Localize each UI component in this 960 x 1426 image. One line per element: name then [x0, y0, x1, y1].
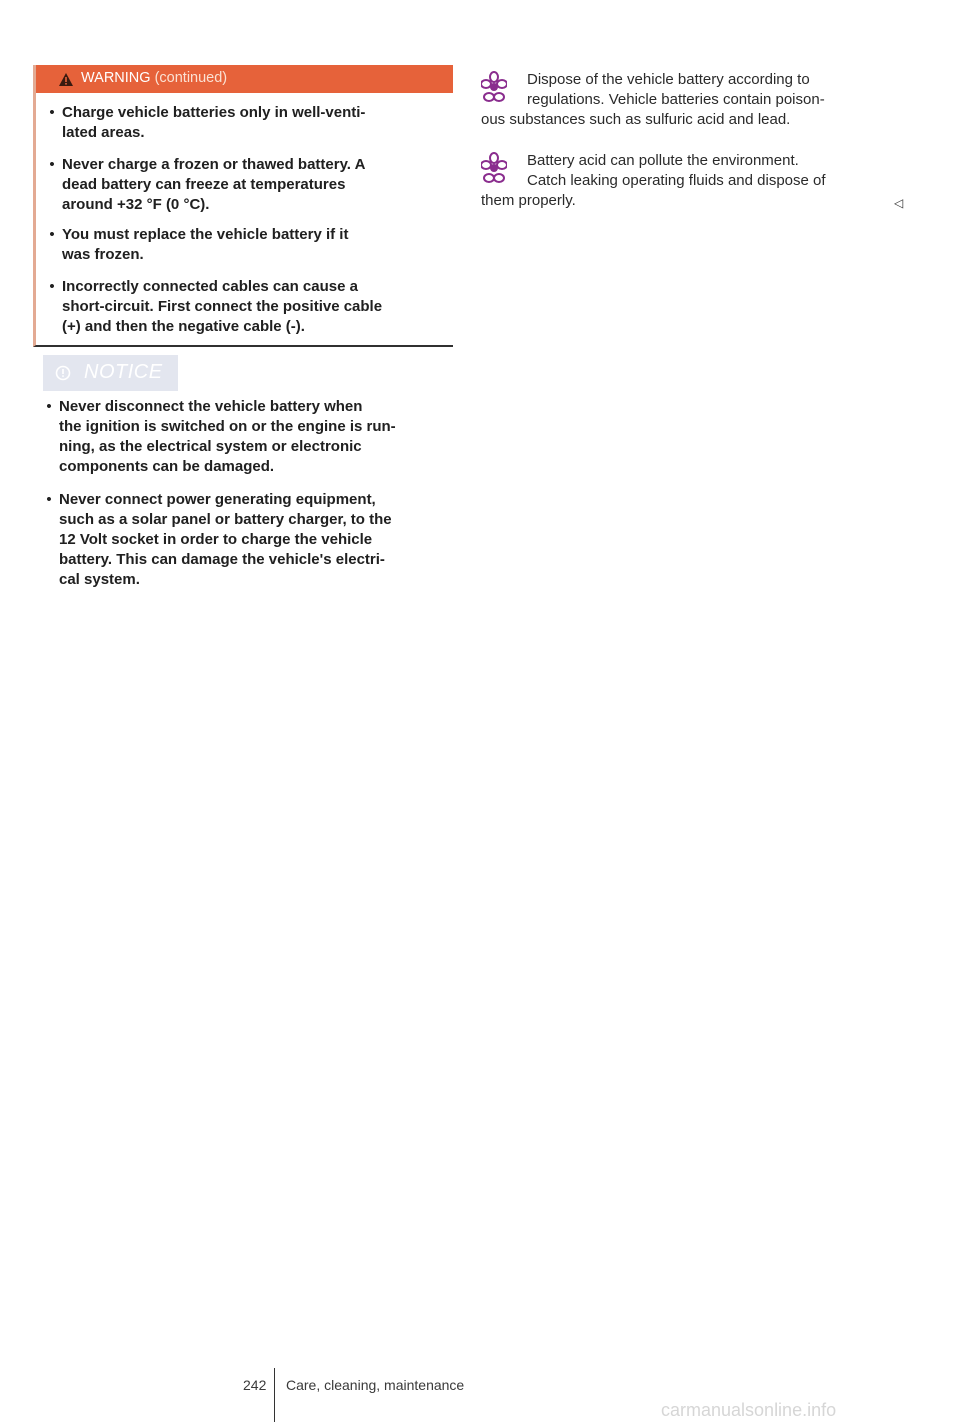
- bullet-dot: •: [46, 398, 52, 415]
- watermark: carmanualsonline.info: [661, 1400, 837, 1420]
- section-end-marker: ◁: [894, 196, 904, 210]
- bullet-dot: •: [49, 104, 55, 121]
- footer-divider: [274, 1368, 275, 1422]
- bullet-dot: •: [49, 278, 55, 295]
- warning-item: • Never charge a frozen or thawed battery. A dead battery can freeze at temperatures around +32 °F (0 °C).: [62, 155, 452, 215]
- flower-environment-icon: [481, 151, 507, 187]
- environment-note: Battery acid can pollute the environment. Catch leaking operating fluids and dispose of them properly.: [481, 152, 826, 209]
- notice-item: • Never connect power generating equipment, such as a solar panel or battery charger, to the 12 Volt socket in order to charge the vehicle battery. This can damage the vehicle's electri- cal system.: [59, 490, 454, 590]
- warning-title: WARNING (continued): [81, 70, 228, 86]
- flower-environment-icon: [481, 70, 507, 106]
- circle-exclamation-icon: [55, 365, 71, 381]
- footer-section-title: Care, cleaning, maintenance: [286, 1377, 465, 1393]
- bullet-dot: •: [49, 156, 55, 173]
- page-number: 242: [243, 1377, 267, 1393]
- notice-title: NOTICE: [84, 361, 163, 383]
- warning-triangle-icon: [58, 72, 74, 87]
- warning-item: • You must replace the vehicle battery if it was frozen.: [62, 225, 452, 265]
- notice-item: • Never disconnect the vehicle battery when the ignition is switched on or the engine is run- ning, as the electrical system or electronic components can be damaged.: [59, 397, 454, 477]
- warning-item: • Charge vehicle batteries only in well-venti- lated areas.: [62, 103, 452, 143]
- warning-box: [33, 65, 453, 347]
- warning-item: • Incorrectly connected cables can cause a short-circuit. First connect the positive cable (+) and then the negative cable (-).: [62, 277, 452, 337]
- bullet-dot: •: [46, 491, 52, 508]
- environment-note: Dispose of the vehicle battery according to regulations. Vehicle batteries contain poison- ous substances such as sulfuric acid and lead.: [481, 71, 825, 128]
- warning-header: [36, 65, 453, 93]
- notice-badge: [43, 355, 178, 391]
- bullet-dot: •: [49, 226, 55, 243]
